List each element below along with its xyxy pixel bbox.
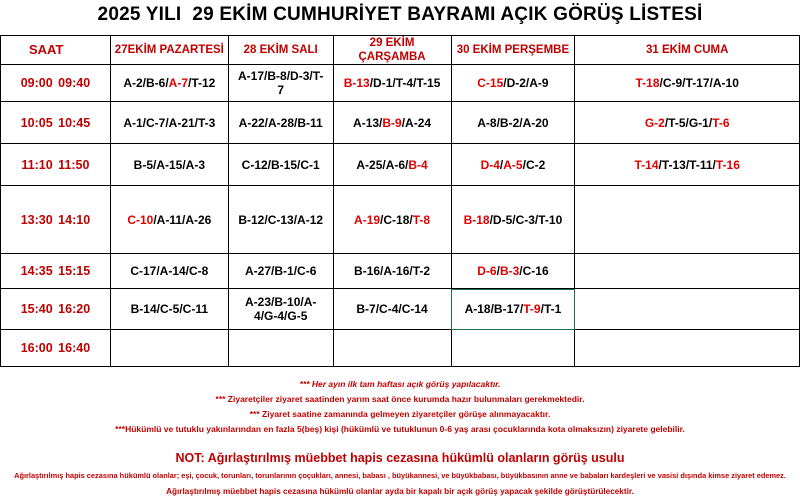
group-code-highlighted: B-18 xyxy=(463,212,490,227)
group-code-highlighted: C-10 xyxy=(127,212,154,227)
group-code-highlighted: T-14 xyxy=(634,157,659,172)
group-code-highlighted: B-3 xyxy=(499,264,520,278)
group-cell[interactable] xyxy=(228,65,333,102)
group-cell[interactable] xyxy=(228,289,333,330)
group-code-highlighted: B-4 xyxy=(408,157,428,172)
group-cell[interactable] xyxy=(575,102,800,144)
group-code: A-13/ xyxy=(353,115,383,130)
group-code: /C-9/T-17/A-10 xyxy=(659,76,739,90)
group-code: A-2/B-6/ xyxy=(123,76,169,90)
group-cell[interactable] xyxy=(333,254,451,289)
header-day: 29 EKİM ÇARŞAMBA xyxy=(333,36,451,65)
note-arrival: *** Ziyaretçiler ziyaret saatinden yarım saat önce kurumda hazır bulunmaları gerekmektedir. xyxy=(215,394,585,404)
group-cell[interactable] xyxy=(110,186,228,254)
group-code: /C-2 xyxy=(522,157,546,172)
group-cell[interactable] xyxy=(228,102,333,144)
group-code: B-7/C-4/C-14 xyxy=(356,302,428,316)
header-row xyxy=(1,36,800,65)
group-cell[interactable] xyxy=(228,186,333,254)
header-saat: SAAT xyxy=(1,36,111,65)
group-code: A-18/B-17/ xyxy=(464,302,524,316)
group-cell[interactable] xyxy=(110,65,228,102)
group-code: A-27/B-1/C-6 xyxy=(245,264,317,278)
schedule-row xyxy=(1,186,800,254)
group-code: A-23/B-10/A- xyxy=(245,295,317,309)
group-code-highlighted: G-2 xyxy=(644,115,665,130)
visit-schedule-table xyxy=(0,35,800,367)
group-cell[interactable] xyxy=(575,330,800,367)
group-cell[interactable] xyxy=(110,289,228,330)
time-slot: 13:30 14:10 xyxy=(1,186,111,254)
group-cell[interactable] xyxy=(333,102,451,144)
schedule-row xyxy=(1,102,800,144)
group-cell[interactable] xyxy=(228,254,333,289)
group-cell[interactable] xyxy=(333,186,451,254)
group-code: B-5/A-15/A-3 xyxy=(133,157,206,172)
time-slot: 09:00 09:40 xyxy=(1,65,111,102)
group-code: B-12/C-13/A-12 xyxy=(238,212,324,227)
group-code: A-8/B-2/A-20 xyxy=(477,115,549,130)
schedule-row xyxy=(1,289,800,330)
group-code: /C-18/ xyxy=(380,212,413,227)
note-first-week: *** Her ayın ilk tam haftası açık görüş yapılacaktır. xyxy=(299,379,501,389)
group-code: A-22/A-28/B-11 xyxy=(238,115,323,130)
group-cell[interactable] xyxy=(333,289,451,330)
group-code-highlighted: T-8 xyxy=(412,212,431,227)
page-title: 2025 YILI 29 EKİM CUMHURİYET BAYRAMI AÇIK GÖRÜŞ LİSTESİ xyxy=(97,4,703,25)
group-cell[interactable] xyxy=(451,186,575,254)
group-code-highlighted: A-7 xyxy=(168,76,188,90)
group-code: 4/G-4/G-5 xyxy=(254,309,308,323)
note-heading: NOT: Ağırlaştırılmış müebbet hapis cezasına hükümlü olanların görüş usulu xyxy=(175,451,625,465)
group-cell[interactable] xyxy=(451,144,575,186)
group-code-highlighted: T-16 xyxy=(715,157,740,172)
time-slot: 16:00 16:40 xyxy=(1,330,111,367)
group-cell[interactable] xyxy=(333,144,451,186)
schedule-row xyxy=(1,144,800,186)
header-day: 31 EKİM CUMA xyxy=(575,36,800,65)
group-cell[interactable] xyxy=(110,254,228,289)
group-cell[interactable] xyxy=(110,330,228,367)
group-code-highlighted: B-9 xyxy=(382,115,402,130)
group-cell[interactable] xyxy=(228,330,333,367)
group-cell[interactable] xyxy=(333,65,451,102)
group-code: /D-1/T-4/T-15 xyxy=(369,76,441,90)
group-code: /T-5/G-1/ xyxy=(664,115,713,130)
group-cell[interactable] xyxy=(575,144,800,186)
group-code-highlighted: B-13 xyxy=(343,76,370,90)
group-code: A-17/B-8/D-3/T- xyxy=(238,69,324,83)
group-cell[interactable] xyxy=(228,144,333,186)
group-code: B-14/C-5/C-11 xyxy=(130,302,209,316)
schedule-row xyxy=(1,254,800,289)
group-code: / xyxy=(499,157,504,172)
group-code: A-25/A-6/ xyxy=(356,157,409,172)
header-day: 27EKİM PAZARTESİ xyxy=(110,36,228,65)
group-cell[interactable] xyxy=(451,254,575,289)
group-code: /D-5/C-3/T-10 xyxy=(489,212,563,227)
group-code-highlighted: T-6 xyxy=(712,115,730,130)
group-cell[interactable] xyxy=(451,330,575,367)
note-monthly: Ağırlaştırılmış müebbet hapis cezasına hükümlü olanlar ayda bir kapalı bir açık görüş yapacak şekilde görüştürülecektir. xyxy=(166,487,634,496)
group-code: /T-13/T-11/ xyxy=(658,157,716,172)
group-code: B-16/A-16/T-2 xyxy=(354,264,431,278)
time-slot: 15:40 16:20 xyxy=(1,289,111,330)
group-code: /T-12 xyxy=(188,76,216,90)
group-code-highlighted: T-9 xyxy=(523,302,541,316)
group-code-highlighted: D-4 xyxy=(480,157,500,172)
group-cell[interactable] xyxy=(110,102,228,144)
time-slot: 10:05 10:45 xyxy=(1,102,111,144)
header-day: 28 EKİM SALI xyxy=(228,36,333,65)
group-cell[interactable] xyxy=(333,330,451,367)
group-code: 7 xyxy=(277,83,285,97)
group-cell[interactable] xyxy=(575,186,800,254)
schedule-row xyxy=(1,65,800,102)
group-code: A-1/C-7/A-21/T-3 xyxy=(123,115,216,130)
group-code: /D-2/A-9 xyxy=(503,76,549,90)
group-code: /T-1 xyxy=(540,302,562,316)
group-code: / xyxy=(496,264,500,278)
group-code: /C-16 xyxy=(519,264,549,278)
group-cell[interactable] xyxy=(575,289,800,330)
time-slot: 14:35 15:15 xyxy=(1,254,111,289)
group-code-highlighted: A-19 xyxy=(354,212,381,227)
group-code-highlighted: D-6 xyxy=(477,264,497,278)
header-day: 30 EKİM PERŞEMBE xyxy=(451,36,575,65)
group-cell[interactable] xyxy=(451,65,575,102)
group-code: C-12/B-15/C-1 xyxy=(241,157,320,172)
group-code-highlighted: A-5 xyxy=(503,157,523,172)
group-cell[interactable] xyxy=(110,144,228,186)
group-code: /A-11/A-26 xyxy=(153,212,212,227)
group-cell[interactable] xyxy=(575,254,800,289)
group-cell[interactable] xyxy=(451,289,575,330)
note-relatives: Ağırlaştırılmış hapis cezasına hükümlü olanlar; eşi, çocuk, torunları, torunlarının çoçukları, annesi, babası , büyükannesi, ve büyükbabası, büyükbasının anne ve babaları kardeşleri ve vasisi dışında kimse ziyaret edemez. xyxy=(14,471,786,480)
time-slot: 11:10 11:50 xyxy=(1,144,111,186)
group-cell[interactable] xyxy=(575,65,800,102)
schedule-row xyxy=(1,330,800,367)
group-code: /A-24 xyxy=(401,115,432,130)
note-visitor-limit: ***Hükümlü ve tutuklu yakınlarından en fazla 5(beş) kişi (hükümlü ve tutuklunun 0-6 yaş arası çocuklarında kota olmaksızın) ziyarete gelebilir. xyxy=(115,424,685,434)
group-code: C-17/A-14/C-8 xyxy=(130,264,209,278)
group-cell[interactable] xyxy=(451,102,575,144)
group-code-highlighted: T-18 xyxy=(635,76,660,90)
note-late: *** Ziyaret saatine zamanında gelmeyen ziyaretçiler görüşe alınmayacaktır. xyxy=(249,409,551,419)
group-code-highlighted: C-15 xyxy=(477,76,504,90)
